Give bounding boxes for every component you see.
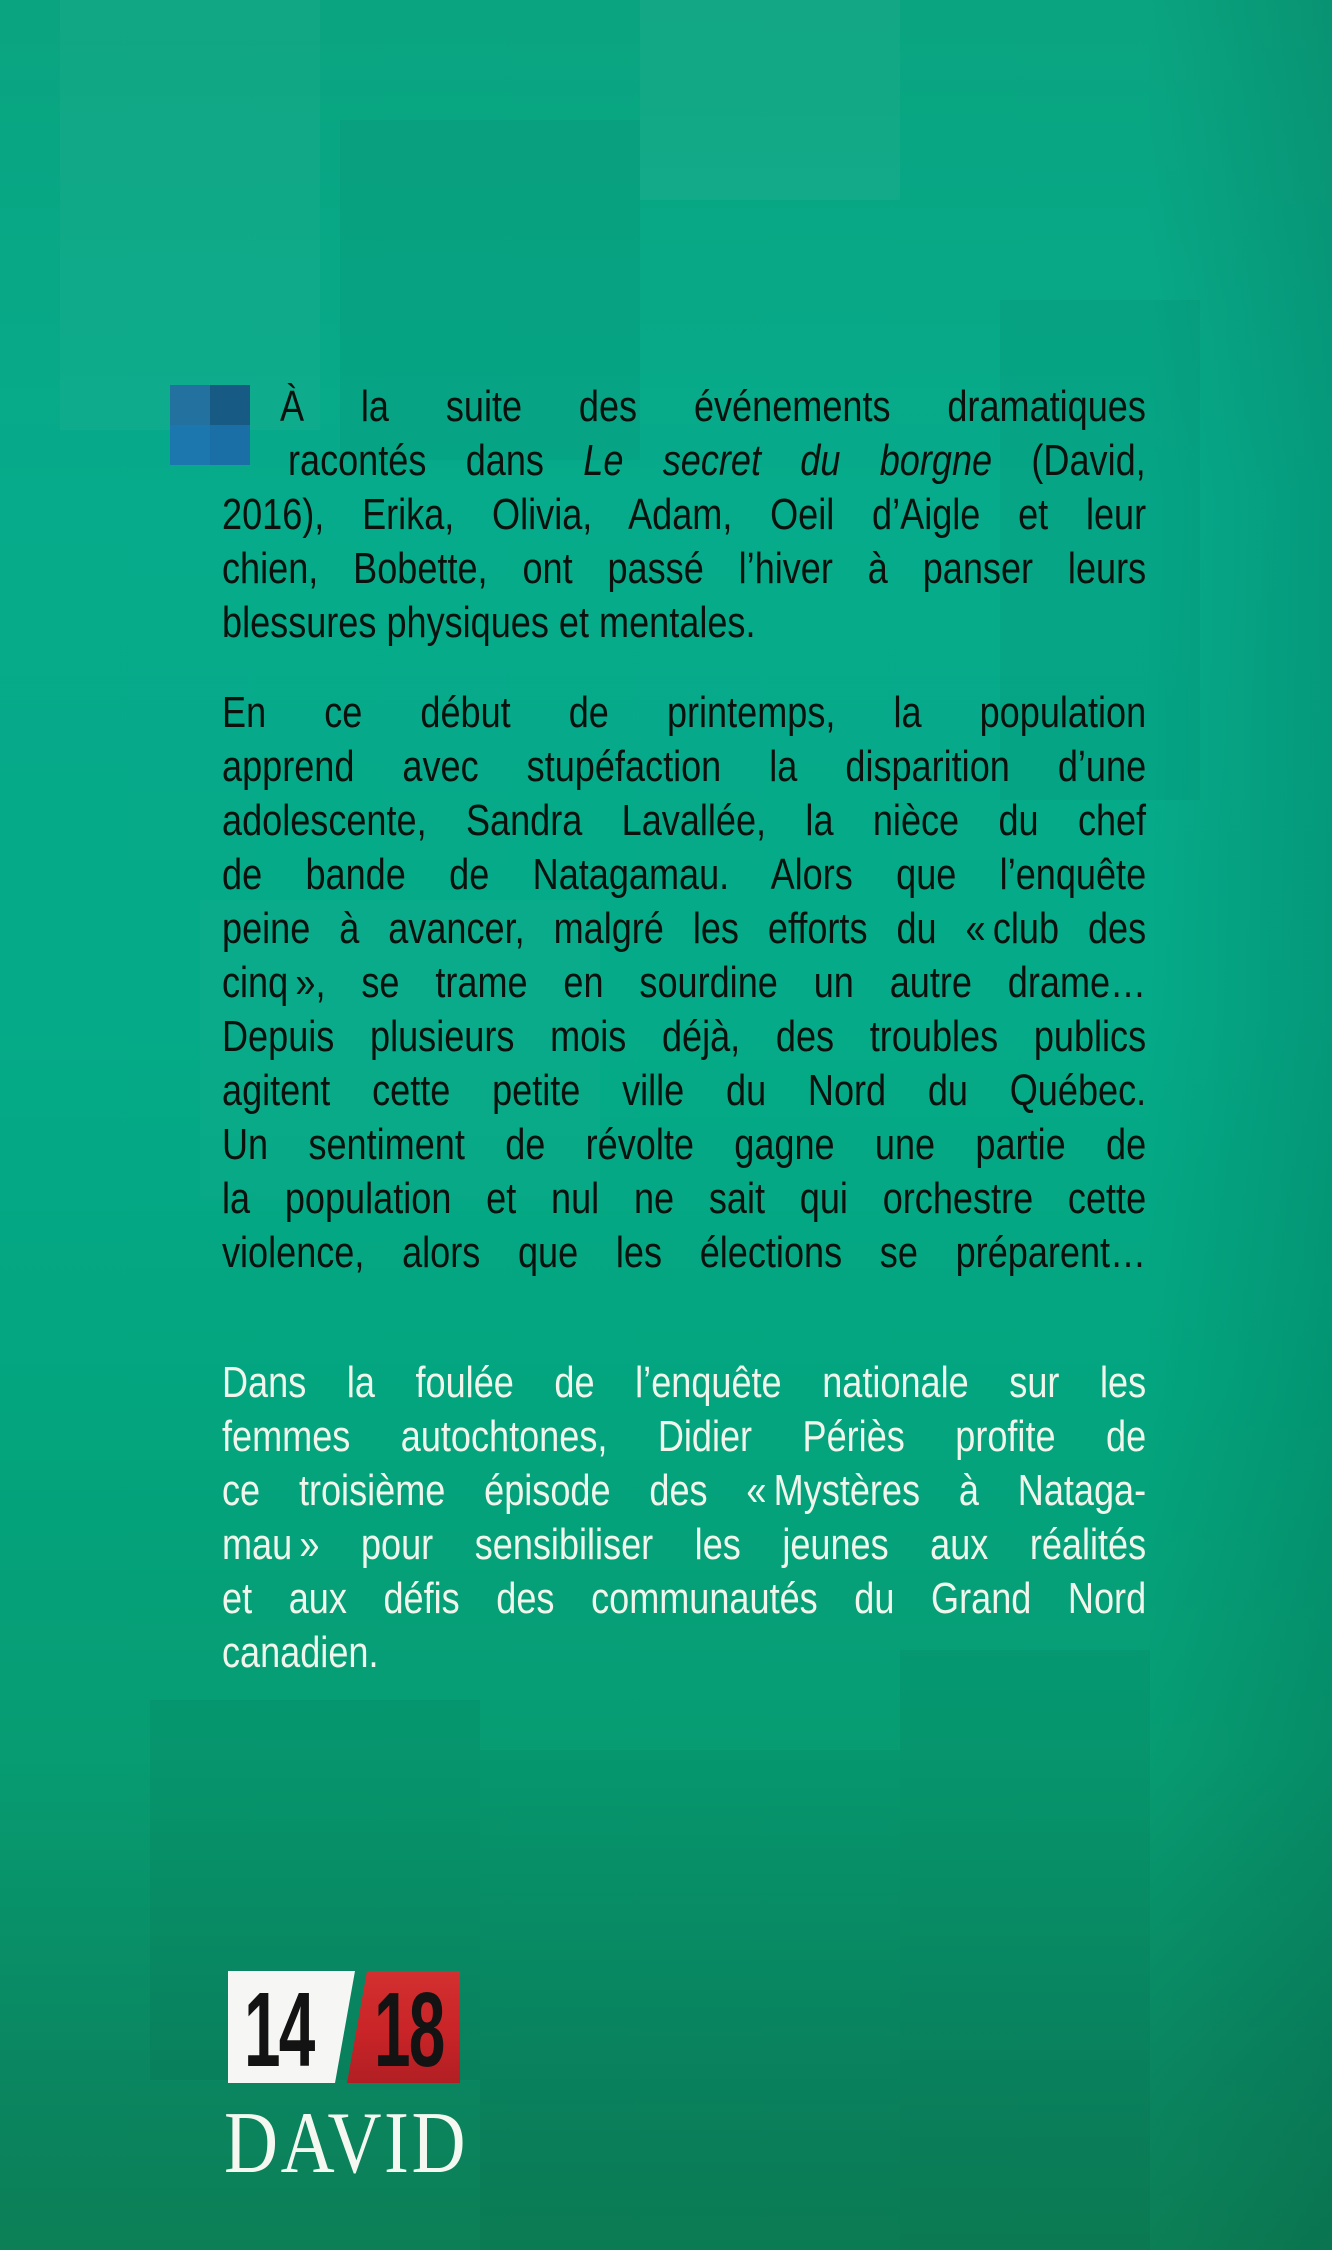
text-line: la population et nul ne sait qui orchestre cette (222, 1174, 1147, 1223)
text-line: et aux défis des communautés du Grand Nord (222, 1574, 1147, 1623)
text-line: chien, Bobette, ont passé l’hiver à panser leurs (222, 544, 1147, 593)
text-line: de bande de Natagamau. Alors que l’enquête (222, 850, 1147, 899)
text-line: Depuis plusieurs mois déjà, des troubles publics (222, 1012, 1147, 1061)
logo-number-18: 18 (374, 1971, 444, 2089)
square-quadrant (170, 385, 210, 425)
text-line: En ce début de printemps, la population (222, 688, 1147, 737)
text-line: blessures physiques et mentales. (222, 598, 756, 647)
text-line: femmes autochtones, Didier Périès profite de (222, 1412, 1147, 1461)
paragraph-3 (222, 1356, 1146, 1680)
text-line: ce troisième épisode des « Mystères à Nataga- (222, 1466, 1147, 1515)
background-texture (640, 0, 900, 200)
text-line: canadien. (222, 1628, 379, 1677)
text-line: adolescente, Sandra Lavallée, la nièce du chef (222, 796, 1147, 845)
text-line: apprend avec stupéfaction la disparition d’une (222, 742, 1147, 791)
square-quadrant (170, 425, 210, 465)
paragraph-2 (222, 686, 1146, 1280)
paragraph-1 (222, 380, 1146, 650)
publisher-name: DAVID (224, 2095, 469, 2192)
text-line: mau » pour sensibiliser les jeunes aux réalités (222, 1520, 1147, 1569)
text-line (288, 434, 1146, 488)
text-line: cinq », se trame en sourdine un autre drame… (222, 958, 1147, 1007)
background-texture (480, 1750, 900, 2250)
text-line: Dans la foulée de l’enquête nationale sur les (222, 1358, 1147, 1407)
background-texture (60, 0, 320, 430)
text-line: violence, alors que les élections se préparent… (222, 1228, 1147, 1277)
text-segment: (David, (1031, 436, 1146, 485)
logo-1418 (228, 1971, 460, 2089)
logo-number-14: 14 (244, 1971, 314, 2089)
background-texture (900, 1650, 1150, 2250)
text-line: agitent cette petite ville du Nord du Québec. (222, 1066, 1147, 1115)
text-line: 2016), Erika, Olivia, Adam, Oeil d’Aigle et leur (222, 490, 1147, 539)
book-title-italic: Le secret du borgne (583, 436, 993, 485)
text-line: Un sentiment de révolte gagne une partie de (222, 1120, 1147, 1169)
text-line: À la suite des événements dramatiques (280, 382, 1146, 431)
text-segment: racontés dans (288, 436, 544, 485)
text-line: peine à avancer, malgré les efforts du « club des (222, 904, 1147, 953)
